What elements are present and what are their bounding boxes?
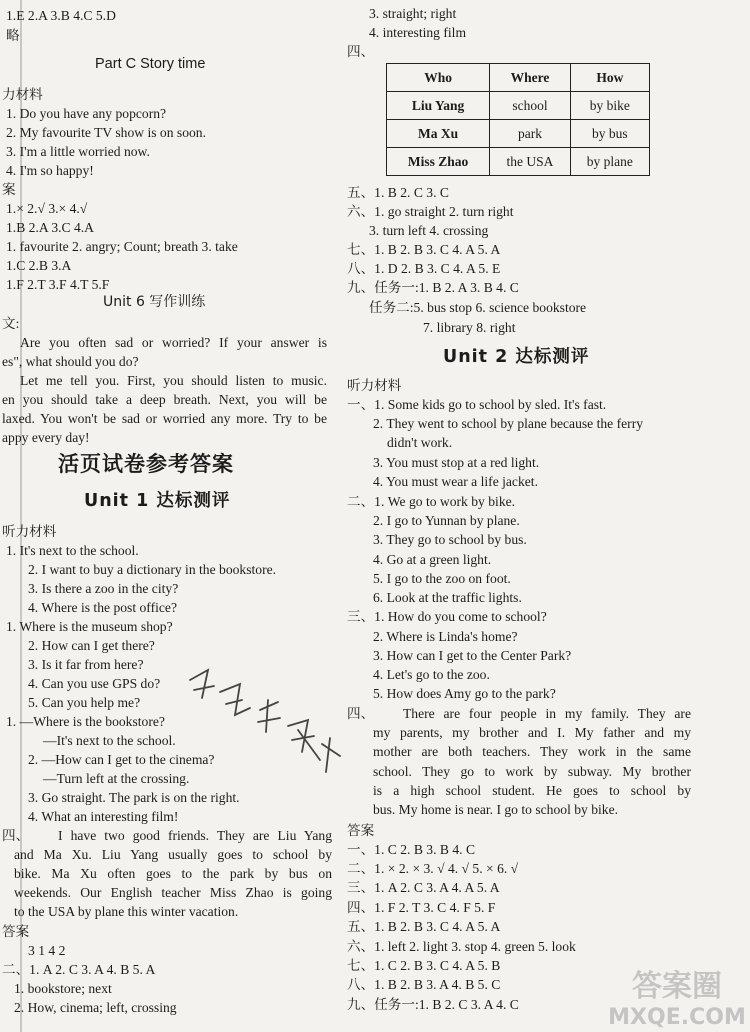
section-heading-unit1: Unit 1 达标测评 bbox=[84, 491, 231, 511]
text-line: 2. I want to buy a dictionary in the bookstore. bbox=[28, 562, 277, 577]
text-line: 2. I go to Yunnan by plane. bbox=[373, 513, 520, 528]
answer-line: 六、1. left 2. light 3. stop 4. green 5. look bbox=[347, 939, 576, 954]
text-line: 2. My favourite TV show is on soon. bbox=[6, 125, 207, 140]
answer-line: 六、1. go straight 2. turn right bbox=[347, 204, 514, 219]
answer-line: 一、1. C 2. B 3. B 4. C bbox=[347, 842, 476, 857]
answer-line: 3. straight; right bbox=[369, 6, 457, 21]
passage-line: I have two good friends. They are Liu Yang bbox=[58, 828, 332, 843]
section-marker: 四、 bbox=[347, 706, 375, 721]
section-label: 力材料 bbox=[2, 87, 43, 102]
table-header-cell: Where bbox=[490, 64, 571, 92]
answer-line: 二、1. × 2. × 3. √ 4. √ 5. × 6. √ bbox=[347, 861, 519, 876]
answer-line: 任务二:5. bus stop 6. science bookstore bbox=[369, 300, 587, 315]
answer-line: 九、任务一:1. B 2. C 3. A 4. C bbox=[347, 997, 519, 1012]
text-line: 1. It's next to the school. bbox=[6, 543, 139, 558]
text-line: 6. Look at the traffic lights. bbox=[373, 590, 522, 605]
answer-line: 7. library 8. right bbox=[423, 320, 516, 335]
section-label: 案 bbox=[2, 182, 16, 197]
watermark-line1: 答案圈 bbox=[632, 969, 722, 1004]
table-cell: by bus bbox=[570, 120, 649, 148]
text-line: 4. I'm so happy! bbox=[6, 163, 94, 178]
table-row bbox=[387, 92, 650, 120]
table-cell: by plane bbox=[570, 148, 649, 176]
text-line: 3. Is it far from here? bbox=[28, 657, 144, 672]
essay-line: Are you often sad or worried? If your answer is bbox=[20, 335, 327, 350]
handwriting-scribble bbox=[180, 660, 350, 790]
text-line: 2. Where is Linda's home? bbox=[373, 629, 518, 644]
section-label: 文: bbox=[2, 316, 20, 331]
text-line: 4. Go at a green light. bbox=[373, 552, 492, 567]
passage-line: There are four people in my family. They are bbox=[403, 706, 691, 721]
text-line: 1. Do you have any popcorn? bbox=[6, 106, 167, 121]
answer-line: 八、1. B 2. B 3. A 4. B 5. C bbox=[347, 977, 501, 992]
table-cell: by bike bbox=[570, 92, 649, 120]
section-heading-unit2: Unit 2 达标测评 bbox=[443, 347, 590, 367]
text-line: 3. I'm a little worried now. bbox=[6, 144, 150, 159]
essay-line: Let me tell you. First, you should listen to music. bbox=[20, 373, 327, 388]
table-cell: school bbox=[490, 92, 571, 120]
answer-line: 3. turn left 4. crossing bbox=[369, 223, 489, 238]
essay-line: laxed. You won't be sad or worried any more. Try to be bbox=[2, 411, 327, 426]
answer-line: 1. favourite 2. angry; Count; breath 3. take bbox=[6, 239, 238, 254]
table-row bbox=[387, 148, 650, 176]
text-line: 4. You must wear a life jacket. bbox=[373, 474, 538, 489]
table-cell: park bbox=[490, 120, 571, 148]
answer-line: 三、1. A 2. C 3. A 4. A 5. A bbox=[347, 880, 500, 895]
section-heading-unit6: Unit 6 写作训练 bbox=[103, 294, 206, 310]
table-cell: Miss Zhao bbox=[387, 148, 490, 176]
section-marker: 四、 bbox=[347, 44, 375, 59]
text-line: didn't work. bbox=[387, 435, 453, 450]
text-line: 三、1. How do you come to school? bbox=[347, 609, 547, 624]
text-line: 3. You must stop at a red light. bbox=[373, 455, 540, 470]
section-marker: 四、 bbox=[2, 828, 30, 843]
text-line: 2. —How can I get to the cinema? bbox=[28, 752, 215, 767]
answer-line: 4. interesting film bbox=[369, 25, 467, 40]
table-header-cell: Who bbox=[387, 64, 490, 92]
text-line: 二、1. We go to work by bike. bbox=[347, 494, 516, 509]
table-cell: Ma Xu bbox=[387, 120, 490, 148]
page-title: 活页试卷参考答案 bbox=[58, 452, 234, 476]
section-label: 答案 bbox=[347, 823, 375, 838]
answer-line: 3 1 4 2 bbox=[28, 943, 66, 958]
text-line: 3. They go to school by bus. bbox=[373, 532, 527, 547]
answer-line: 1.× 2.√ 3.× 4.√ bbox=[6, 201, 88, 216]
text-line: 一、1. Some kids go to school by sled. It's fast. bbox=[347, 397, 607, 412]
passage-line: weekends. Our English teacher Miss Zhao is going bbox=[14, 885, 332, 900]
text-line: 3. Go straight. The park is on the right. bbox=[28, 790, 240, 805]
essay-line: es", what should you do? bbox=[2, 354, 139, 369]
site-watermark bbox=[605, 960, 750, 1032]
text-line: 5. Can you help me? bbox=[28, 695, 141, 710]
answer-line: 1.F 2.T 3.F 4.T 5.F bbox=[6, 277, 110, 292]
passage-line: is a high school student. He goes to school by bbox=[373, 783, 691, 798]
section-label: 答案 bbox=[2, 924, 30, 939]
answer-line: 五、1. B 2. B 3. C 4. A 5. A bbox=[347, 919, 501, 934]
essay-line: appy every day! bbox=[2, 430, 90, 445]
text-line: 3. How can I get to the Center Park? bbox=[373, 648, 572, 663]
answer-line: 略 bbox=[6, 28, 20, 43]
passage-line: to the USA by plane this winter vacation. bbox=[14, 904, 239, 919]
text-line: 4. Can you use GPS do? bbox=[28, 676, 161, 691]
who-where-how-table bbox=[386, 63, 650, 176]
text-line: —Turn left at the crossing. bbox=[43, 771, 190, 786]
section-label: 听力材料 bbox=[347, 378, 402, 393]
text-line: 4. Where is the post office? bbox=[28, 600, 177, 615]
passage-line: mother are both teachers. They work in the same bbox=[373, 744, 691, 759]
answer-line: 七、1. C 2. B 3. C 4. A 5. B bbox=[347, 958, 501, 973]
answer-line: 二、1. A 2. C 3. A 4. B 5. A bbox=[2, 962, 156, 977]
answer-line: 五、1. B 2. C 3. C bbox=[347, 185, 449, 200]
answer-line: 八、1. D 2. B 3. C 4. A 5. E bbox=[347, 261, 501, 276]
passage-line: bus. My home is near. I go to school by bike. bbox=[373, 802, 619, 817]
text-line: 1. —Where is the bookstore? bbox=[6, 714, 165, 729]
answer-line: 1.E 2.A 3.B 4.C 5.D bbox=[6, 8, 116, 23]
text-line: 1. Where is the museum shop? bbox=[6, 619, 173, 634]
answer-line: 1. bookstore; next bbox=[14, 981, 112, 996]
text-line: 4. What an interesting film! bbox=[28, 809, 179, 824]
answer-line: 1.B 2.A 3.C 4.A bbox=[6, 220, 94, 235]
passage-line: school. They go to work by subway. My brother bbox=[373, 764, 691, 779]
answer-line: 四、1. F 2. T 3. C 4. F 5. F bbox=[347, 900, 496, 915]
text-line: 5. How does Amy go to the park? bbox=[373, 686, 556, 701]
answer-line: 七、1. B 2. B 3. C 4. A 5. A bbox=[347, 242, 501, 257]
section-label: 听力材料 bbox=[2, 524, 57, 539]
text-line: 5. I go to the zoo on foot. bbox=[373, 571, 511, 586]
answer-line: 1.C 2.B 3.A bbox=[6, 258, 72, 273]
passage-line: bike. Ma Xu often goes to the park by bus on bbox=[14, 866, 332, 881]
answer-line: 2. How, cinema; left, crossing bbox=[14, 1000, 177, 1015]
watermark-line2: MXQE.COM bbox=[608, 1005, 746, 1030]
text-line: 4. Let's go to the zoo. bbox=[373, 667, 490, 682]
text-line: 2. They went to school by plane because the ferry bbox=[373, 416, 644, 431]
passage-line: my parents, my brother and I. My father and my bbox=[373, 725, 691, 740]
table-header-cell: How bbox=[570, 64, 649, 92]
table-cell: the USA bbox=[490, 148, 571, 176]
section-heading-part-c: Part C Story time bbox=[95, 56, 206, 72]
table-cell: Liu Yang bbox=[387, 92, 490, 120]
table-row bbox=[387, 120, 650, 148]
passage-line: and Ma Xu. Liu Yang usually goes to school by bbox=[14, 847, 332, 862]
answer-line: 九、任务一:1. B 2. A 3. B 4. C bbox=[347, 280, 519, 295]
table-header-row bbox=[387, 64, 650, 92]
text-line: 2. How can I get there? bbox=[28, 638, 155, 653]
text-line: —It's next to the school. bbox=[43, 733, 176, 748]
text-line: 3. Is there a zoo in the city? bbox=[28, 581, 179, 596]
essay-line: en you should take a deep breath. Next, you will be bbox=[2, 392, 327, 407]
